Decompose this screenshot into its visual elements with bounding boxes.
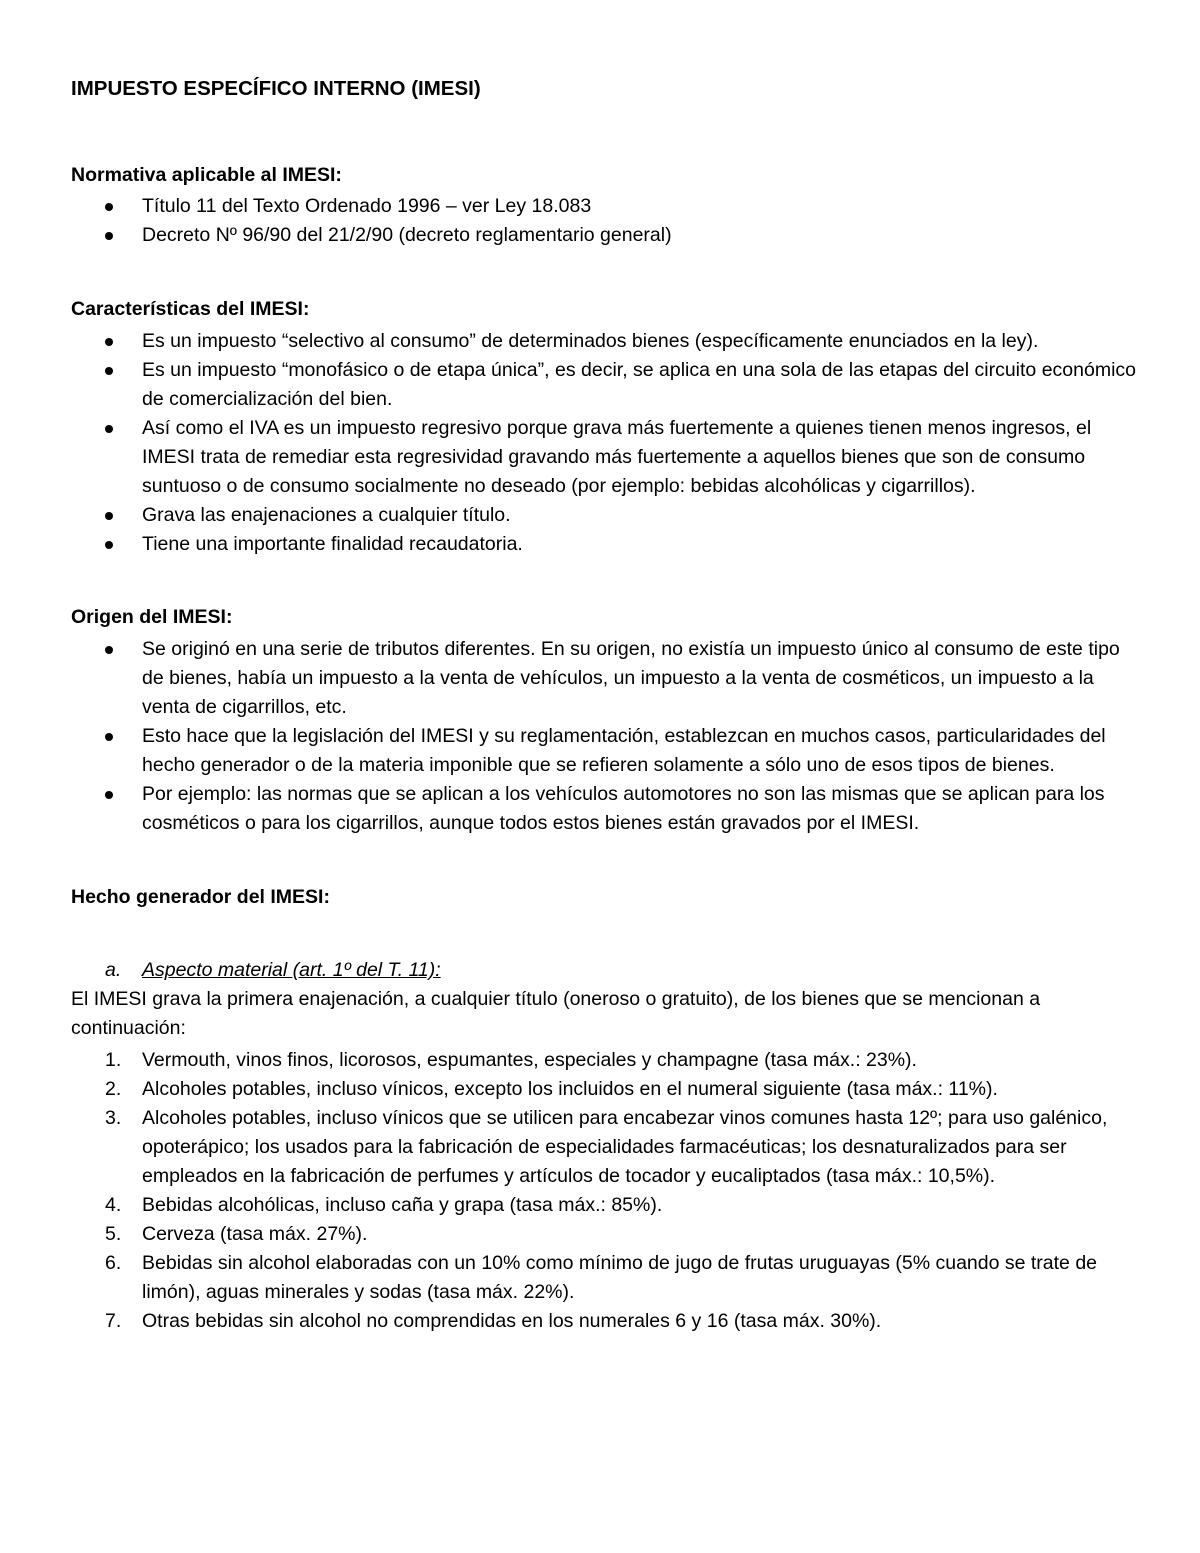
list-item: Es un impuesto “selectivo al consumo” de determinados bienes (específicamente enunciados en la ley). [71,327,1136,356]
document-page [71,74,1136,1336]
list-item: 3. Alcoholes potables, incluso vínicos que se utilicen para encabezar vinos comunes hasta 12º; para uso galénico, opoterápico; los usados para la fabricación de especialidades farmacéuticas; los desnaturalizados para ser empleados en la fabricación de perfumes y artículos de tocador y eucaliptados (tasa máx.: 10,5%). [105,1107,1108,1187]
bullet-icon [105,541,113,549]
section-heading-origen: Origen del IMESI: [71,606,233,628]
list-item: Tiene una importante finalidad recaudatoria. [71,530,1136,559]
list-item: 7. Otras bebidas sin alcohol no comprendidas en los numerales 6 y 16 (tasa máx. 30%). [105,1310,882,1332]
document-title: IMPUESTO ESPECÍFICO INTERNO (IMESI) [71,77,481,100]
section-heading-caracteristicas: Características del IMESI: [71,298,310,320]
list-item: Por ejemplo: las normas que se aplican a los vehículos automotores no son las mismas que se aplican para los cosméticos o para los cigarrillos, aunque todos estos bienes están gravados por el IMESI. [71,780,1136,838]
subsection-heading: Aspecto material (art. 1º del T. 11): [142,959,441,981]
normativa-list [71,192,1136,250]
bullet-icon [105,791,113,799]
list-item: 6. Bebidas sin alcohol elaboradas con un 10% como mínimo de jugo de frutas uruguayas (5% cuando se trate de limón), aguas minerales y sodas (tasa máx. 22%). [105,1252,1098,1303]
list-item: 5. Cerveza (tasa máx. 27%). [105,1223,368,1245]
caracteristicas-list [71,327,1136,559]
list-item: Así como el IVA es un impuesto regresivo porque grava más fuertemente a quienes tienen menos ingresos, el IMESI trata de remediar esta regresividad gravando más fuertemente a aquellos bienes que son de consumo suntuoso o de consumo socialmente no deseado (por ejemplo: bebidas alcohólicas y cigarrillos). [71,414,1136,501]
list-item: Se originó en una serie de tributos diferentes. En su origen, no existía un impuesto único al consumo de este tipo de bienes, había un impuesto a la venta de vehículos, un impuesto a la venta de cosméticos, un impuesto a la venta de cigarrillos, etc. [71,635,1136,722]
bullet-icon [105,367,113,375]
list-item: Es un impuesto “monofásico o de etapa única”, es decir, se aplica en una sola de las etapas del circuito económico de comercialización del bien. [71,356,1136,414]
list-item: 1. Vermouth, vinos finos, licorosos, espumantes, especiales y champagne (tasa máx.: 23%). [105,1049,917,1071]
bullet-icon [105,232,113,240]
list-item: 2. Alcoholes potables, incluso vínicos, excepto los incluidos en el numeral siguiente (tasa máx.: 11%). [105,1078,998,1100]
bullet-icon [105,646,113,654]
bullet-icon [105,338,113,346]
subsection-aspecto-material [71,956,1136,985]
bullet-icon [105,733,113,741]
list-item: Esto hace que la legislación del IMESI y su reglamentación, establezcan en muchos casos, particularidades del hecho generador o de la materia imponible que se refieren solamente a sólo uno de esos tipos de bienes. [71,722,1136,780]
section-heading-hecho-generador: Hecho generador del IMESI: [71,886,330,908]
section-heading-normativa: Normativa aplicable al IMESI: [71,164,342,186]
subsection-letter: a. [105,959,122,981]
bullet-icon [105,203,113,211]
list-item: Título 11 del Texto Ordenado 1996 – ver Ley 18.083 [71,192,1136,221]
list-item: 4. Bebidas alcohólicas, incluso caña y grapa (tasa máx.: 85%). [105,1194,663,1216]
bullet-icon [105,425,113,433]
list-item: Decreto Nº 96/90 del 21/2/90 (decreto reglamentario general) [71,221,1136,250]
bullet-icon [105,512,113,520]
intro-paragraph: El IMESI grava la primera enajenación, a cualquier título (oneroso o gratuito), de los bienes que se mencionan a continuación: [71,988,1041,1039]
taxed-goods-list [71,1046,1136,1336]
list-item: Grava las enajenaciones a cualquier título. [71,501,1136,530]
origen-list [71,635,1136,838]
